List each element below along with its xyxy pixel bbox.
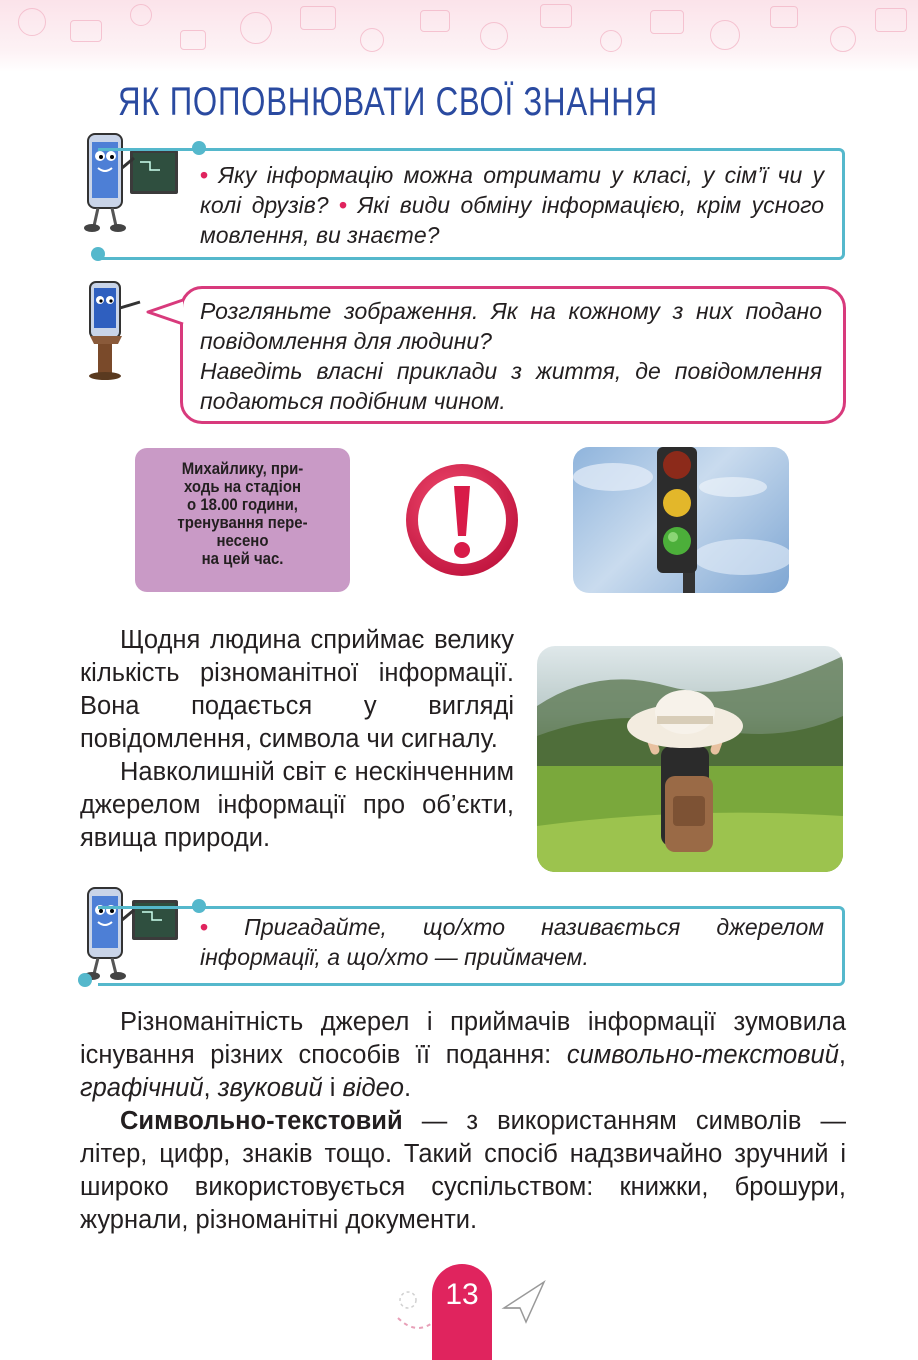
- text-run: — з використанням символів — літер, цифр, знаків тощо. Такий спосіб надзвичайно зручний і широко використовується суспільством: книжки, брошури, журнали, різноманітні документи.: [80, 1107, 846, 1234]
- method-sound: звуковий: [217, 1074, 323, 1102]
- paragraph: [80, 1105, 846, 1237]
- mascot-speaker-icon: [80, 278, 150, 382]
- doodle-icon: [540, 4, 572, 28]
- doodle-icon: [830, 26, 856, 52]
- method-symbolic: символьно-текстовий: [566, 1041, 839, 1069]
- doodle-icon: [360, 28, 384, 52]
- question-text: [200, 160, 824, 250]
- doodle-icon: [480, 22, 508, 50]
- bubble-tail-icon: [146, 296, 186, 330]
- marker-dot-icon: [192, 141, 206, 155]
- bubble-line-2: Наведіть власні приклади з життя, де повідомлення подаються подібним чином.: [200, 358, 822, 414]
- bullet-icon: •: [200, 162, 209, 188]
- page-number: 13: [432, 1264, 492, 1360]
- intro-text: [80, 624, 514, 855]
- text-run: Різноманітність джерел і приймачів інформації зумовила існування різних способів її подання:: [80, 1008, 846, 1069]
- text-run: і: [322, 1074, 343, 1102]
- method-video: відео: [342, 1074, 404, 1102]
- question-2: Які види обміну інформацією, крім усного мовлення, ви знаєте?: [200, 192, 825, 248]
- note-line: несено: [216, 531, 269, 550]
- text-run: ,: [203, 1074, 218, 1102]
- doodle-icon: [180, 30, 206, 50]
- note-line: тренування пере-: [177, 513, 308, 532]
- traffic-light-photo: [573, 447, 789, 593]
- question-text: [200, 912, 824, 972]
- text-run: .: [403, 1074, 412, 1102]
- girl-in-meadow-image: [537, 646, 843, 872]
- warning-sign-icon: [402, 460, 522, 580]
- marker-dot-icon: [192, 899, 206, 913]
- note-card: [135, 448, 350, 592]
- methods-text: [80, 1006, 846, 1237]
- paragraph: Навколишній світ є нескінченним джерелом інформації про об’єкти, явища природи.: [80, 758, 514, 852]
- doodle-icon: [875, 8, 907, 32]
- note-line: о 18.00 години,: [187, 495, 298, 514]
- marker-dot-icon: [78, 973, 92, 987]
- header-decoration: [0, 0, 918, 72]
- doodle-icon: [300, 6, 336, 30]
- doodle-icon: [600, 30, 622, 52]
- bullet-icon: •: [339, 192, 348, 218]
- doodle-icon: [70, 20, 102, 42]
- doodle-icon: [650, 10, 684, 34]
- paragraph: Щодня людина сприймає велику кількість різноманітної інформації. Вона подається у вигляді повідомлення, символа чи сигналу.: [80, 626, 514, 753]
- doodle-icon: [770, 6, 798, 28]
- bullet-icon: •: [200, 914, 209, 940]
- doodle-icon: [420, 10, 450, 32]
- page-title: ЯК ПОПОВНЮВАТИ СВОЇ ЗНАННЯ: [118, 80, 658, 124]
- doodle-icon: [710, 20, 740, 50]
- note-line: Михайлику, при-: [181, 459, 304, 478]
- question-1: Яку інформацію можна отримати у класі, у сім’ї чи у колі друзів?: [200, 162, 825, 218]
- note-line: ходь на стадіон: [183, 477, 302, 496]
- bubble-text: [200, 296, 822, 416]
- marker-dot-icon: [91, 247, 105, 261]
- doodle-icon: [18, 8, 46, 36]
- text-run: ,: [838, 1041, 846, 1069]
- doodle-icon: [240, 12, 272, 44]
- paragraph: [80, 1006, 846, 1105]
- doodle-icon: [130, 4, 152, 26]
- note-line: на цей час.: [201, 549, 284, 568]
- question-1: Пригадайте, що/хто називається джерелом інформації, а що/хто — приймачем.: [200, 914, 825, 970]
- traffic-light-icon: [573, 447, 789, 593]
- method-graphic: графічний: [80, 1074, 204, 1102]
- meadow-photo: [537, 646, 843, 872]
- term-bold: Символьно-текстовий: [120, 1107, 403, 1135]
- bubble-line-1: Розгляньте зображення. Як на кожному з них подано повідомлення для людини?: [200, 298, 822, 354]
